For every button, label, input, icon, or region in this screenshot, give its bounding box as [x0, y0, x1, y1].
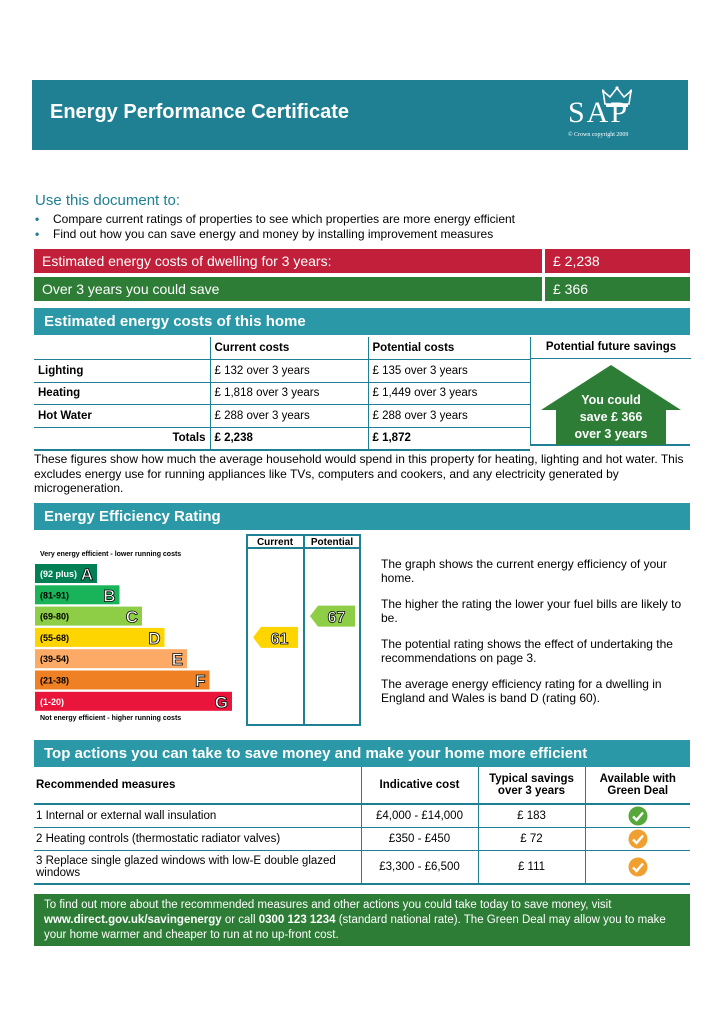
green-deal-check-icon [628, 806, 648, 826]
measure-name: 1 Internal or external wall insulation [34, 804, 361, 827]
band-range-label: (55-68) [40, 632, 70, 643]
band-letter: C [125, 607, 138, 627]
column-header-savings: Potential future savings [531, 337, 691, 359]
column-header-cost: Indicative cost [361, 767, 478, 804]
measure-name: 3 Replace single glazed windows with low-E double glazed windows [34, 850, 361, 884]
rating-description-paragraph: The higher the rating the lower your fuel bills are likely to be. [381, 597, 682, 625]
indicative-cost: £350 - £450 [361, 827, 478, 850]
table-row [34, 827, 690, 850]
sap-logo [568, 86, 668, 144]
column-header-measures: Recommended measures [34, 767, 361, 804]
rating-heading: Energy Efficiency Rating [34, 503, 690, 530]
bottom-efficiency-label: Not energy efficient - higher running costs [40, 715, 182, 722]
bullet-icon: • [35, 212, 40, 226]
phone-number: 0300 123 1234 [258, 914, 336, 926]
column-header-green-deal: Available with Green Deal [585, 767, 690, 804]
table-row [34, 850, 690, 884]
indicative-cost: £3,300 - £6,500 [361, 850, 478, 884]
potential-total: £ 1,872 [368, 427, 530, 450]
table-header-row [34, 767, 690, 804]
costs-note: These figures show how much the average household would spend in this property for heating, lighting and hot water. This excludes energy use for running appliances like TVs, computers and cookers, and any electricity generated by microgeneration. [34, 452, 684, 495]
typical-saving: £ 183 [478, 804, 585, 827]
table-row [34, 360, 530, 383]
table-header-blank [34, 337, 210, 360]
intro-bullets [35, 212, 515, 242]
current-rating-value: 61 [270, 630, 289, 648]
measure-name: 2 Heating controls (thermostatic radiator valves) [34, 827, 361, 850]
current-cost: £ 132 over 3 years [210, 360, 368, 383]
actions-table [34, 767, 690, 885]
rating-bands [35, 564, 232, 712]
current-column-label: Current [256, 537, 294, 548]
savings-value: £ 366 [545, 277, 690, 301]
column-header-current: Current costs [210, 337, 368, 360]
band-letter: F [195, 671, 206, 691]
totals-label: Totals [34, 427, 210, 450]
table-header-row [34, 337, 530, 360]
column-header-potential: Potential costs [368, 337, 530, 360]
top-efficiency-label: Very energy efficient - lower running costs [40, 551, 182, 558]
band-range-label: (81-91) [40, 590, 70, 601]
row-label: Hot Water [34, 405, 210, 428]
table-row [34, 382, 530, 405]
rating-band-g [35, 692, 232, 711]
rating-description-paragraph: The average energy efficiency rating for a dwelling in England and Wales is band D (rating 60). [381, 677, 662, 705]
rating-description [381, 557, 691, 717]
band-letter: B [103, 586, 116, 606]
green-deal-check-icon [628, 829, 648, 849]
estimated-cost-value: £ 2,238 [545, 249, 690, 273]
sap-logo-text: SAP [568, 96, 630, 129]
band-range-label: (1-20) [40, 696, 65, 707]
table-row [34, 804, 690, 827]
savings-label: Over 3 years you could save [34, 277, 542, 301]
potential-cost: £ 135 over 3 years [368, 360, 530, 383]
energy-rating-chart [34, 534, 364, 726]
footer-info: To find out more about the recommended measures and other actions you could take today to save money, visit www.direct.gov.uk/savingenergy or call 0300 123 1234 (standard national rate). The Green Deal may allow you to make your home warmer and cheaper to run at no up-front cost. [34, 894, 690, 946]
potential-rating-value: 67 [327, 609, 346, 627]
current-total: £ 2,238 [210, 427, 368, 450]
band-range-label: (21-38) [40, 675, 70, 686]
estimated-cost-label: Estimated energy costs of dwelling for 3 years: [34, 249, 542, 273]
potential-cost: £ 288 over 3 years [368, 405, 530, 428]
use-document-title: Use this document to: [35, 192, 181, 209]
current-cost: £ 288 over 3 years [210, 405, 368, 428]
band-range-label: (69-80) [40, 611, 70, 622]
green-deal-check-icon [628, 857, 648, 877]
potential-cost: £ 1,449 over 3 years [368, 382, 530, 405]
current-cost: £ 1,818 over 3 years [210, 382, 368, 405]
band-range-label: (39-54) [40, 654, 70, 665]
band-range-label: (92 plus) [40, 569, 78, 579]
band-letter: E [171, 650, 183, 670]
row-label: Heating [34, 382, 210, 405]
typical-saving: £ 111 [478, 850, 585, 884]
typical-saving: £ 72 [478, 827, 585, 850]
intro-bullet: • Find out how you can save energy and money by installing improvement measures [35, 227, 494, 241]
band-letter: D [148, 628, 161, 648]
potential-savings-panel [530, 337, 690, 446]
column-header-savings: Typical savings over 3 years [478, 767, 585, 804]
savings-house-text: You could save £ 366 over 3 years [574, 393, 648, 441]
copyright-notice: © Crown copyright 2009 [568, 132, 629, 138]
indicative-cost: £4,000 - £14,000 [361, 804, 478, 827]
certificate-header [32, 80, 688, 150]
potential-column-label: Potential [310, 537, 354, 548]
website-link[interactable]: www.direct.gov.uk/savingenergy [44, 914, 222, 926]
row-label: Lighting [34, 360, 210, 383]
totals-row [34, 427, 530, 450]
intro-bullet: • Compare current ratings of properties to see which properties are more energy efficient [35, 212, 516, 226]
costs-heading: Estimated energy costs of this home [34, 308, 690, 335]
page-title: Energy Performance Certificate [50, 101, 350, 123]
costs-table [34, 337, 530, 451]
actions-heading: Top actions you can take to save money and make your home more efficient [34, 740, 690, 767]
bullet-icon: • [35, 227, 40, 241]
rating-description-paragraph: The potential rating shows the effect of undertaking the recommendations on page 3. [381, 637, 673, 665]
table-row [34, 405, 530, 428]
band-letter: A [80, 565, 93, 584]
rating-description-paragraph: The graph shows the current energy efficiency of your home. [381, 557, 667, 585]
band-letter: G [214, 692, 228, 712]
